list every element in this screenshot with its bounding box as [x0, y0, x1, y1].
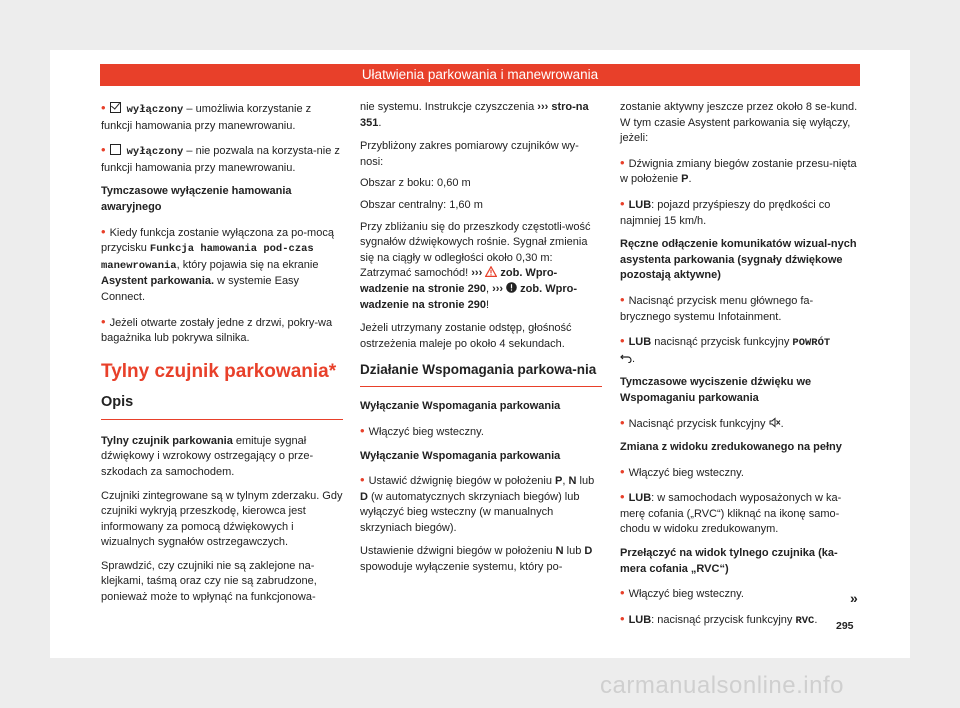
warning-triangle-icon: [485, 266, 497, 277]
text: !: [485, 298, 489, 311]
bullet-icon: •: [101, 100, 106, 115]
c3-paragraph-1: zostanie aktywny jeszcze przez około 8 se-kund. W tym czasie Asystent parkowania się wyłączy, jeżeli:: [620, 101, 858, 145]
heading-disable: Wyłączanie Wspomagania parkowania: [360, 449, 561, 462]
c2-paragraph-4: Jeżeli utrzymany zostanie odstęp, głośność ostrzeżenia maleje po około 4 sekundach.: [360, 322, 572, 350]
text: Tylny czujnik parkowania: [101, 434, 233, 447]
c2-paragraph-5: [360, 544, 602, 575]
full-bullet-2: [620, 489, 862, 538]
bullet-icon: •: [620, 463, 625, 479]
bullet-icon: •: [101, 223, 106, 239]
text: : nacisnąć przycisk funkcyjny: [651, 613, 796, 626]
c2-paragraph-2: Przybliżony zakres pomiarowy czujników wy-nosi:: [360, 140, 579, 168]
page-header: Ułatwienia parkowania i manewrowania: [100, 64, 860, 86]
bullet-icon: •: [101, 142, 106, 158]
text: Kiedy funkcja zostanie wyłączona za po-mocą przycisku: [101, 226, 334, 255]
c3-bullet-2: [620, 196, 862, 229]
function-button-name: Funkcja hamowania pod-czas manewrowania: [101, 243, 314, 272]
text: Ustawienie dźwigni biegów w położeniu: [360, 545, 556, 558]
text: P: [681, 173, 689, 186]
checkbox-empty-icon: [110, 144, 121, 155]
bullet-icon: •: [620, 489, 625, 505]
text: ,: [485, 282, 493, 295]
option-off-label: wyłączony: [126, 146, 184, 159]
enable-bullet: [360, 423, 602, 441]
manual-bullet-1: [620, 292, 862, 325]
function-button-name: RVC: [795, 614, 815, 627]
text: w systemie Easy Connect.: [101, 275, 300, 303]
bullet-icon: •: [360, 422, 365, 438]
opis-paragraph-3: Sprawdzić, czy czujniki nie są zaklejone na-klejkami, taśmą oraz czy nie są zabrudzone, ponieważ może to wpłynąć na funkcjonowa-: [101, 559, 317, 604]
text: Włączyć bieg wsteczny.: [628, 588, 744, 601]
temp-disable-heading: Tymczasowe wyłączenie hamowania awaryjnego: [101, 185, 292, 213]
text: Nacisnąć przycisk menu głównego fa-brycznego systemu Infotainment.: [620, 294, 814, 323]
bullet-icon: •: [620, 195, 625, 211]
opis-paragraph-1: [101, 434, 343, 481]
speaker-mute-icon: [769, 417, 781, 428]
manual-bullet-2: [620, 333, 862, 367]
option-on-text: – umożliwia korzystanie z funkcji hamowania przy manewrowaniu.: [101, 103, 312, 132]
text: lub: [576, 475, 595, 488]
heading-manual-disable: Ręczne odłączenie komunikatów wizual-nych asystenta parkowania (sygnały dźwiękowe pozostają aktywne): [620, 238, 857, 282]
bullet-icon: •: [620, 291, 625, 307]
temp-bullet-2: [101, 314, 343, 347]
text: .: [632, 352, 636, 365]
function-button-name: POWRÓT: [792, 337, 831, 350]
text: N: [555, 545, 564, 558]
range-center: Obszar centralny: 1,60 m: [360, 198, 483, 211]
column-2: [360, 100, 602, 584]
bullet-icon: •: [620, 414, 625, 430]
rvc-bullet-2: [620, 611, 862, 630]
text: P: [555, 475, 563, 488]
text: ›››: [471, 267, 483, 280]
text: D: [360, 490, 368, 503]
text: Włączyć bieg wsteczny.: [628, 466, 744, 479]
bullet-icon: •: [620, 333, 625, 349]
temp-bullet-1: [101, 224, 343, 306]
watermark: carmanualsonline.info: [600, 672, 844, 699]
range-side: Obszar z boku: 0,60 m: [360, 177, 471, 190]
text: nie systemu. Instrukcje czyszczenia: [360, 101, 538, 113]
option-on-label: wyłączony: [126, 104, 184, 116]
option-off-text: – nie pozwala na korzysta-nie z funkcji hamowania przy manewrowaniu.: [101, 145, 340, 174]
text: LUB: [628, 492, 652, 505]
text: ›››: [492, 282, 504, 295]
heading-rvc: Przełączyć na widok tylnego czujnika (ka-mera cofania „RVC“): [620, 547, 838, 575]
back-arrow-icon: [620, 353, 632, 363]
bullet-icon: •: [620, 154, 625, 170]
text: : pojazd przyśpieszy do prędkości co najmniej 15 km/h.: [620, 198, 831, 227]
text: Nacisnąć przycisk funkcyjny: [628, 417, 769, 430]
bullet-icon: •: [620, 610, 625, 626]
subsection-title: Opis: [101, 393, 343, 420]
text: spowoduje wyłączenie systemu, który po-: [360, 561, 563, 574]
text: nacisnąć przycisk funkcyjny: [651, 336, 793, 349]
page-number: 295: [836, 620, 854, 632]
subsection-title: Działanie Wspomagania parkowa-nia: [360, 360, 602, 387]
cross-reference-link[interactable]: zob. Wpro-wadzenie na stronie 290: [360, 267, 558, 295]
text: Włączyć bieg wsteczny.: [368, 425, 484, 438]
c2-paragraph-3: [360, 220, 602, 314]
text: .: [814, 613, 818, 626]
option-disabled: [101, 142, 343, 176]
text: : w samochodach wyposażonych w ka-merę cofania („RVC“) kliknąć na ikonę samo-chodu w widoku zredukowanym.: [620, 492, 842, 536]
checkbox-checked-icon: [110, 102, 121, 113]
c3-bullet-1: [620, 155, 862, 188]
column-1: [101, 100, 343, 614]
text: .: [688, 173, 692, 186]
text: (w automatycznych skrzyniach biegów) lub wyłączyć bieg wsteczny (w manualnych skrzyniach biegów).: [360, 490, 580, 534]
text: emituje sygnał dźwiękowy i wzrokowy ostrzegający o prze-szkodach za samochodem.: [101, 434, 314, 478]
disable-bullet: [360, 472, 602, 536]
text: Ustawić dźwignię biegów w położeniu: [368, 475, 556, 488]
cross-reference-link[interactable]: ››› stro-na 351: [360, 101, 589, 129]
text: ,: [562, 475, 569, 488]
option-enabled: [101, 100, 343, 134]
bullet-icon: •: [360, 472, 365, 488]
c2-paragraph-1: [360, 100, 602, 131]
text: .: [378, 116, 382, 129]
mute-bullet: [620, 415, 862, 433]
continued-marker: »: [850, 590, 858, 606]
text: LUB: [628, 613, 652, 626]
heading-mute: Tymczasowe wyciszenie dźwięku we Wspomaganiu parkowania: [620, 376, 812, 404]
bullet-icon: •: [620, 585, 625, 601]
column-3: [620, 100, 862, 637]
bullet-icon: •: [101, 313, 106, 329]
full-bullet-1: [620, 464, 862, 482]
text: Przy zbliżaniu się do przeszkody częstotli-wość sygnałów dźwiękowych rośnie. Sygnał zmienia się na ciągły w odległości około 0,30 m: Zatrzymać samochód!: [360, 220, 591, 280]
text: .: [780, 417, 784, 430]
text: LUB: [628, 336, 652, 349]
text: Dźwignia zmiany biegów zostanie przesu-nięta w położenie: [620, 157, 857, 186]
screen-name: Asystent parkowania.: [101, 275, 215, 288]
text: , który pojawia się na ekranie: [176, 258, 319, 271]
text: D: [584, 545, 593, 558]
info-circle-icon: [506, 282, 517, 293]
rvc-bullet-1: [620, 585, 862, 603]
text: Jeżeli otwarte zostały jedne z drzwi, pokry-wa bagażnika lub pokrywa silnika.: [101, 316, 333, 345]
heading-enable: Wyłączanie Wspomagania parkowania: [360, 400, 561, 413]
opis-paragraph-2: Czujniki zintegrowane są w tylnym zderzaku. Gdy czujniki wykryją przeszkodę, kierowca jest informowany za pomocą dźwiękowych i wizualnych sygnałów ostrzegawczych.: [101, 489, 343, 549]
cross-reference-link[interactable]: zob. Wpro-wadzenie na stronie 290: [360, 282, 577, 311]
text: LUB: [628, 198, 652, 211]
section-title: Tylny czujnik parkowania*: [101, 360, 337, 382]
text: N: [568, 475, 577, 488]
heading-full-view: Zmiana z widoku zredukowanego na pełny: [620, 441, 842, 454]
text: lub: [563, 545, 585, 558]
